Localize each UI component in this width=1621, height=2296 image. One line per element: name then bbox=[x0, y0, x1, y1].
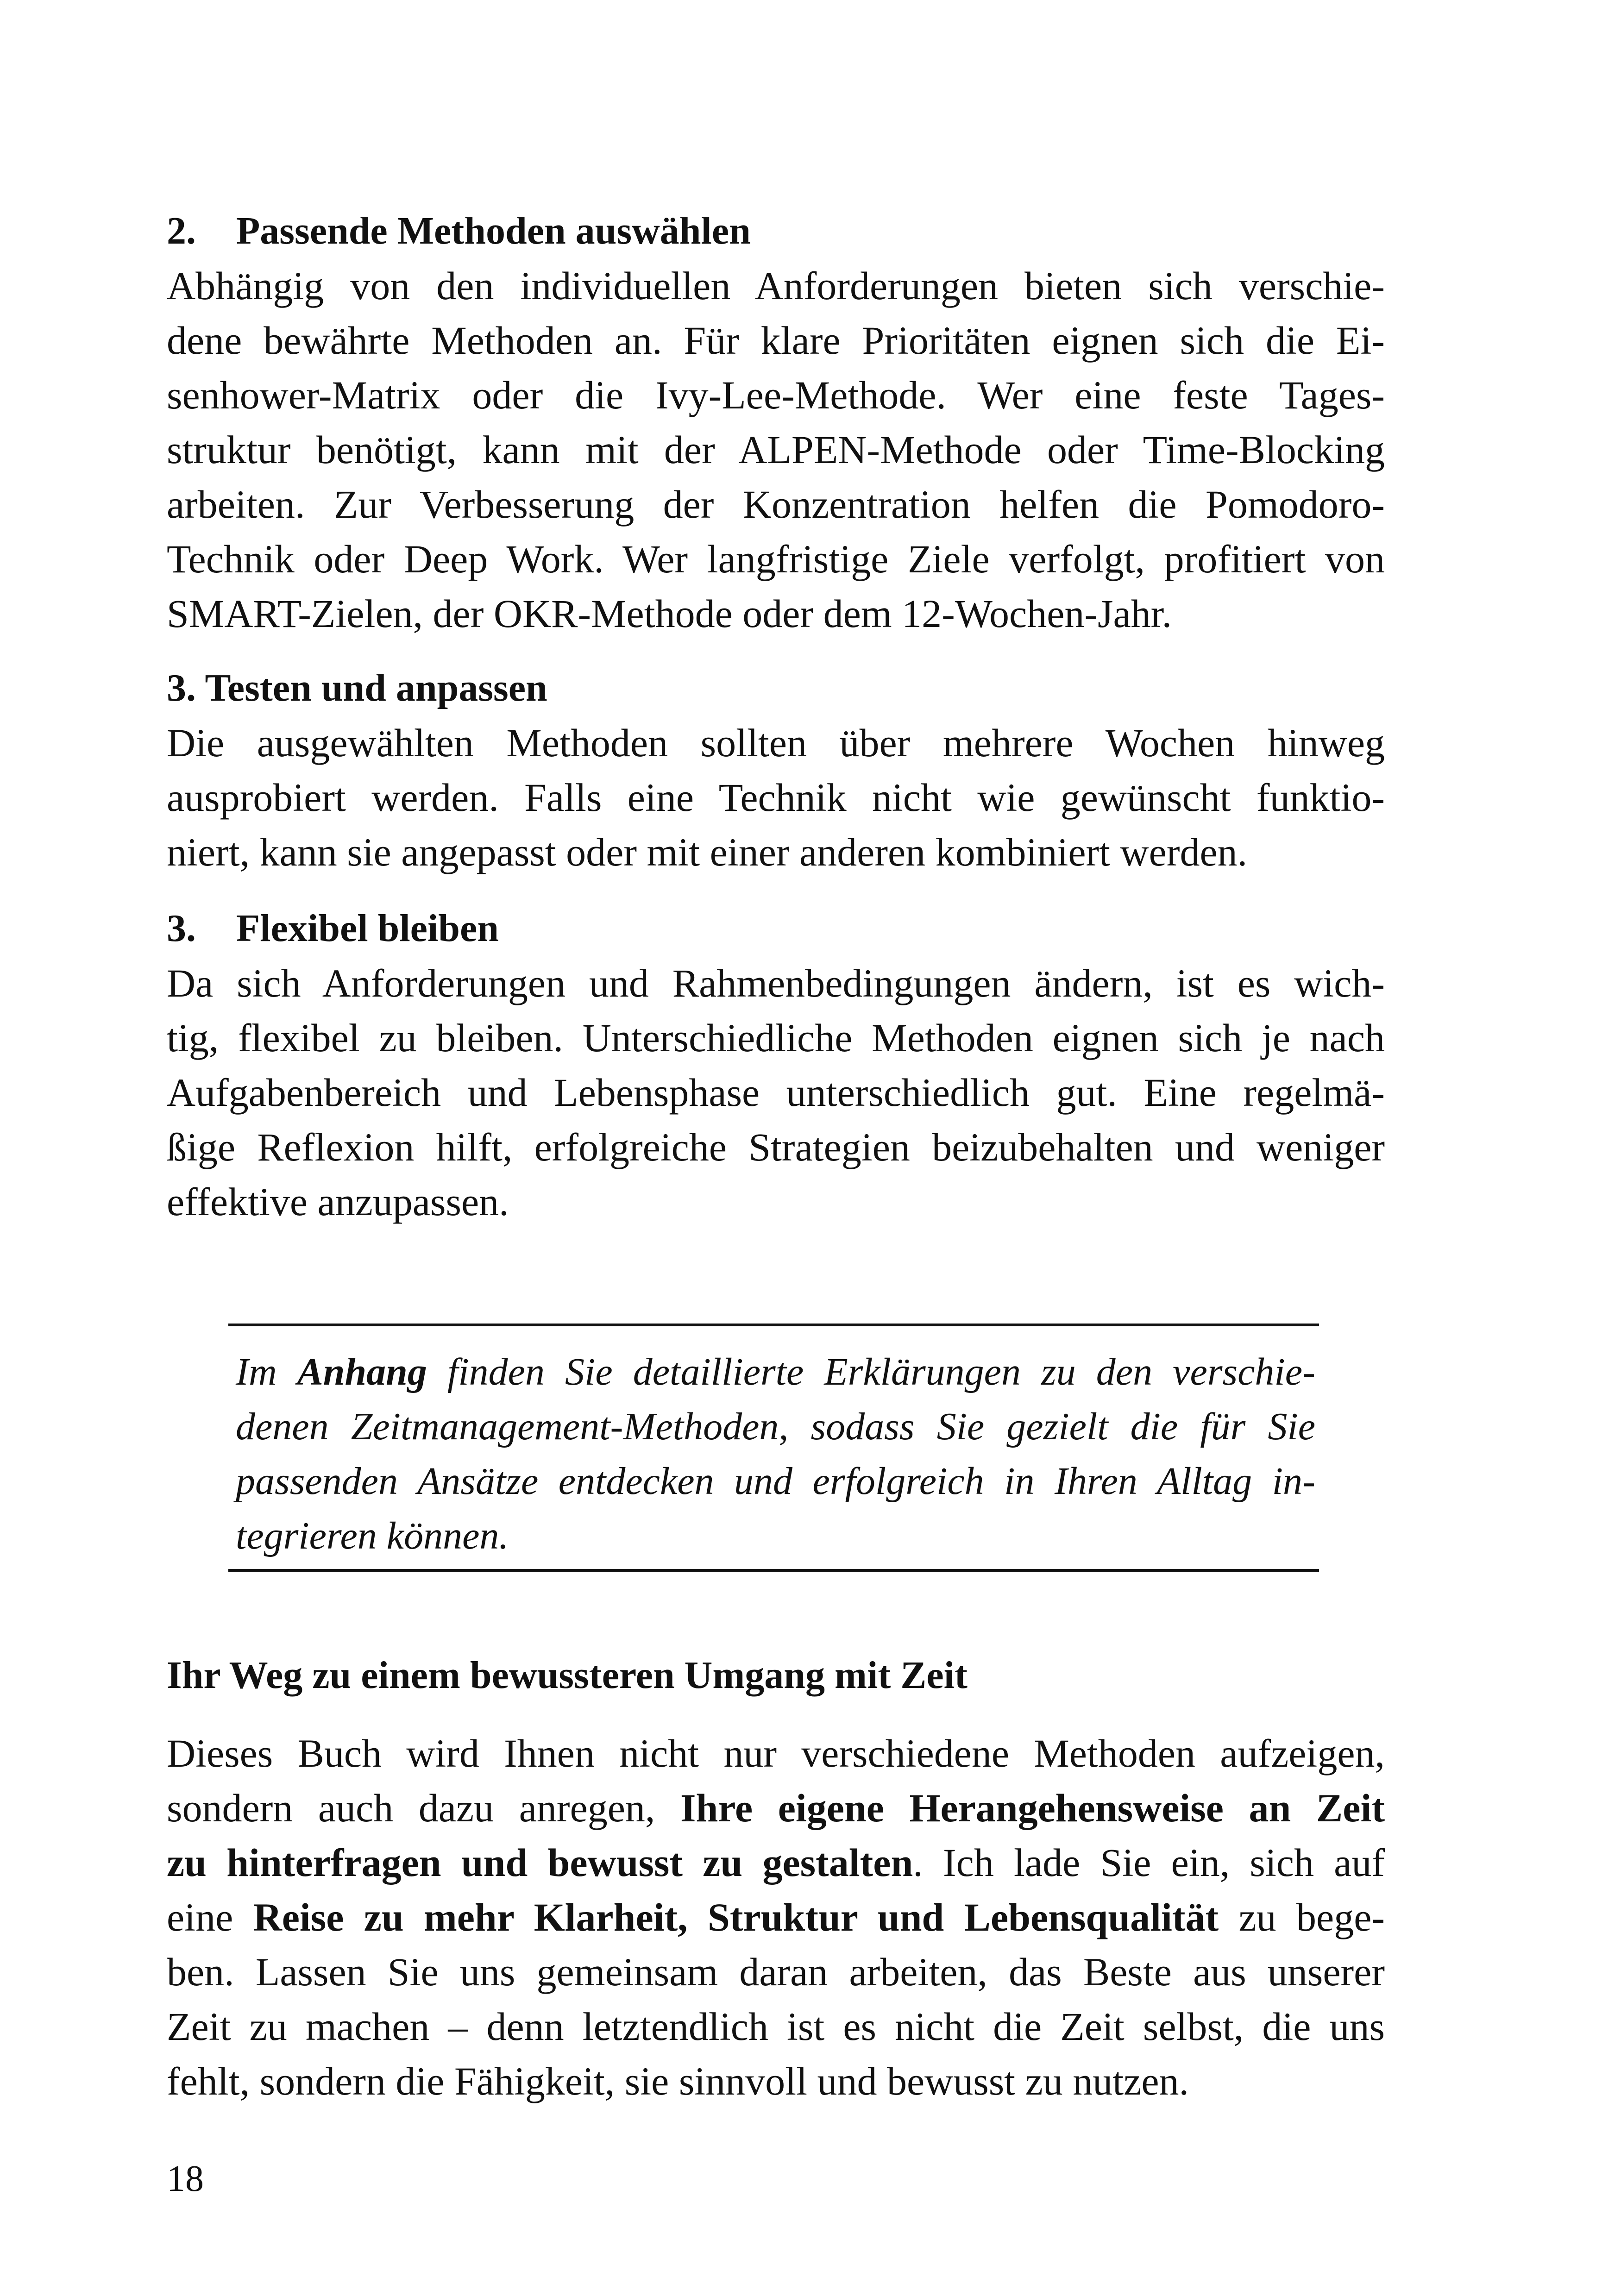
bold-text: Ihre eigene Herangehensweise an Zeit bbox=[680, 1786, 1385, 1830]
text-span: struktur benötigt, kann mit der ALPEN-Methode oder Time-Blocking bbox=[167, 427, 1385, 472]
text-line bbox=[236, 1454, 1315, 1509]
text-line bbox=[236, 1399, 1315, 1454]
text-span: zu bege- bbox=[1219, 1895, 1385, 1939]
text-span: SMART-Zielen, der OKR-Methode oder dem 12-Wochen-Jahr. bbox=[167, 591, 1172, 636]
text-line bbox=[236, 1509, 1315, 1563]
bold-text: zu hinterfragen und bewusst zu gestalten bbox=[167, 1840, 913, 1885]
text-line bbox=[167, 1999, 1385, 2054]
section-choose-methods bbox=[167, 204, 1385, 641]
text-line bbox=[167, 1120, 1385, 1174]
text-line bbox=[167, 368, 1385, 422]
text-line bbox=[167, 258, 1385, 313]
section-number: 2. bbox=[167, 209, 196, 252]
text-line bbox=[167, 956, 1385, 1010]
text-span: Abhängig von den individuellen Anforderungen bieten sich verschie- bbox=[167, 263, 1385, 308]
text-line bbox=[167, 1835, 1385, 1890]
text-span: eine bbox=[167, 1895, 253, 1939]
text-span: tegrieren können. bbox=[236, 1514, 509, 1557]
section-stay-flexible bbox=[167, 901, 1385, 1229]
text-line bbox=[167, 1945, 1385, 1999]
text-line bbox=[167, 1174, 1385, 1229]
text-line bbox=[167, 422, 1385, 477]
text-span: Aufgabenbereich und Lebensphase unterschiedlich gut. Eine regelmä- bbox=[167, 1070, 1385, 1115]
text-span: passenden Ansätze entdecken und erfolgreich in Ihren Alltag in- bbox=[236, 1460, 1315, 1503]
text-span: effektive anzupassen. bbox=[167, 1179, 509, 1224]
text-line bbox=[167, 825, 1385, 879]
text-span: fehlt, sondern die Fähigkeit, sie sinnvoll und bewusst zu nutzen. bbox=[167, 2059, 1189, 2103]
section-title: Passende Methoden auswählen bbox=[236, 209, 751, 252]
section-heading bbox=[167, 204, 1385, 258]
text-span: ausprobiert werden. Falls eine Technik nicht wie gewünscht funktio- bbox=[167, 775, 1385, 820]
text-line bbox=[167, 1065, 1385, 1120]
section-title: 3. Testen und anpassen bbox=[167, 666, 547, 709]
section-test-adjust bbox=[167, 661, 1385, 879]
text-span: tig, flexibel zu bleiben. Unterschiedliche Methoden eignen sich je nach bbox=[167, 1016, 1385, 1060]
text-line bbox=[167, 1726, 1385, 1781]
text-line bbox=[167, 313, 1385, 368]
text-span: Da sich Anforderungen und Rahmenbedingungen ändern, ist es wich- bbox=[167, 961, 1385, 1005]
section-heading bbox=[167, 661, 1385, 715]
page-number: 18 bbox=[167, 2158, 204, 2199]
text-span: Dieses Buch wird Ihnen nicht nur verschiedene Methoden aufzeigen, bbox=[167, 1731, 1385, 1775]
text-span: ßige Reflexion hilft, erfolgreiche Strategien beizubehalten und weniger bbox=[167, 1125, 1385, 1169]
text-span: sondern auch dazu anregen, bbox=[167, 1786, 681, 1830]
text-line bbox=[167, 770, 1385, 825]
bold-text: Anhang bbox=[297, 1350, 427, 1393]
text-span: dene bewährte Methoden an. Für klare Prioritäten eignen sich die Ei- bbox=[167, 318, 1385, 363]
section-heading bbox=[167, 901, 1385, 956]
text-span: . Ich lade Sie ein, sich auf bbox=[913, 1840, 1385, 1885]
text-line bbox=[167, 1010, 1385, 1065]
section-title: Flexibel bleiben bbox=[236, 907, 499, 950]
text-line bbox=[167, 477, 1385, 532]
text-span: denen Zeitmanagement-Methoden, sodass Sie gezielt die für Sie bbox=[236, 1405, 1315, 1448]
closing-heading: Ihr Weg zu einem bewussteren Umgang mit Zeit bbox=[167, 1654, 968, 1697]
text-line bbox=[167, 1781, 1385, 1835]
section-closing bbox=[167, 1648, 1385, 2108]
text-span: arbeiten. Zur Verbesserung der Konzentration helfen die Pomodoro- bbox=[167, 482, 1385, 527]
text-span: niert, kann sie angepasst oder mit einer anderen kombiniert werden. bbox=[167, 830, 1248, 874]
text-span: finden Sie detaillierte Erklärungen zu den verschie- bbox=[427, 1350, 1315, 1393]
text-line bbox=[236, 1345, 1315, 1399]
text-line bbox=[167, 1890, 1385, 1945]
text-span: Im bbox=[236, 1350, 297, 1393]
text-line bbox=[167, 532, 1385, 586]
bold-text: Reise zu mehr Klarheit, Struktur und Lebensqualität bbox=[253, 1895, 1219, 1939]
text-span: senhower-Matrix oder die Ivy-Lee-Methode. Wer eine feste Tages- bbox=[167, 373, 1385, 417]
text-span: Die ausgewählten Methoden sollten über mehrere Wochen hinweg bbox=[167, 721, 1385, 765]
text-line bbox=[167, 2054, 1385, 2108]
text-span: Technik oder Deep Work. Wer langfristige Ziele verfolgt, profitiert von bbox=[167, 537, 1385, 581]
text-span: ben. Lassen Sie uns gemeinsam daran arbeiten, das Beste aus unserer bbox=[167, 1950, 1385, 1994]
section-number: 3. bbox=[167, 907, 196, 950]
appendix-callout bbox=[228, 1324, 1319, 1572]
text-line bbox=[167, 586, 1385, 641]
text-line bbox=[167, 715, 1385, 770]
text-span: Zeit zu machen – denn letztendlich ist es nicht die Zeit selbst, die uns bbox=[167, 2004, 1385, 2049]
